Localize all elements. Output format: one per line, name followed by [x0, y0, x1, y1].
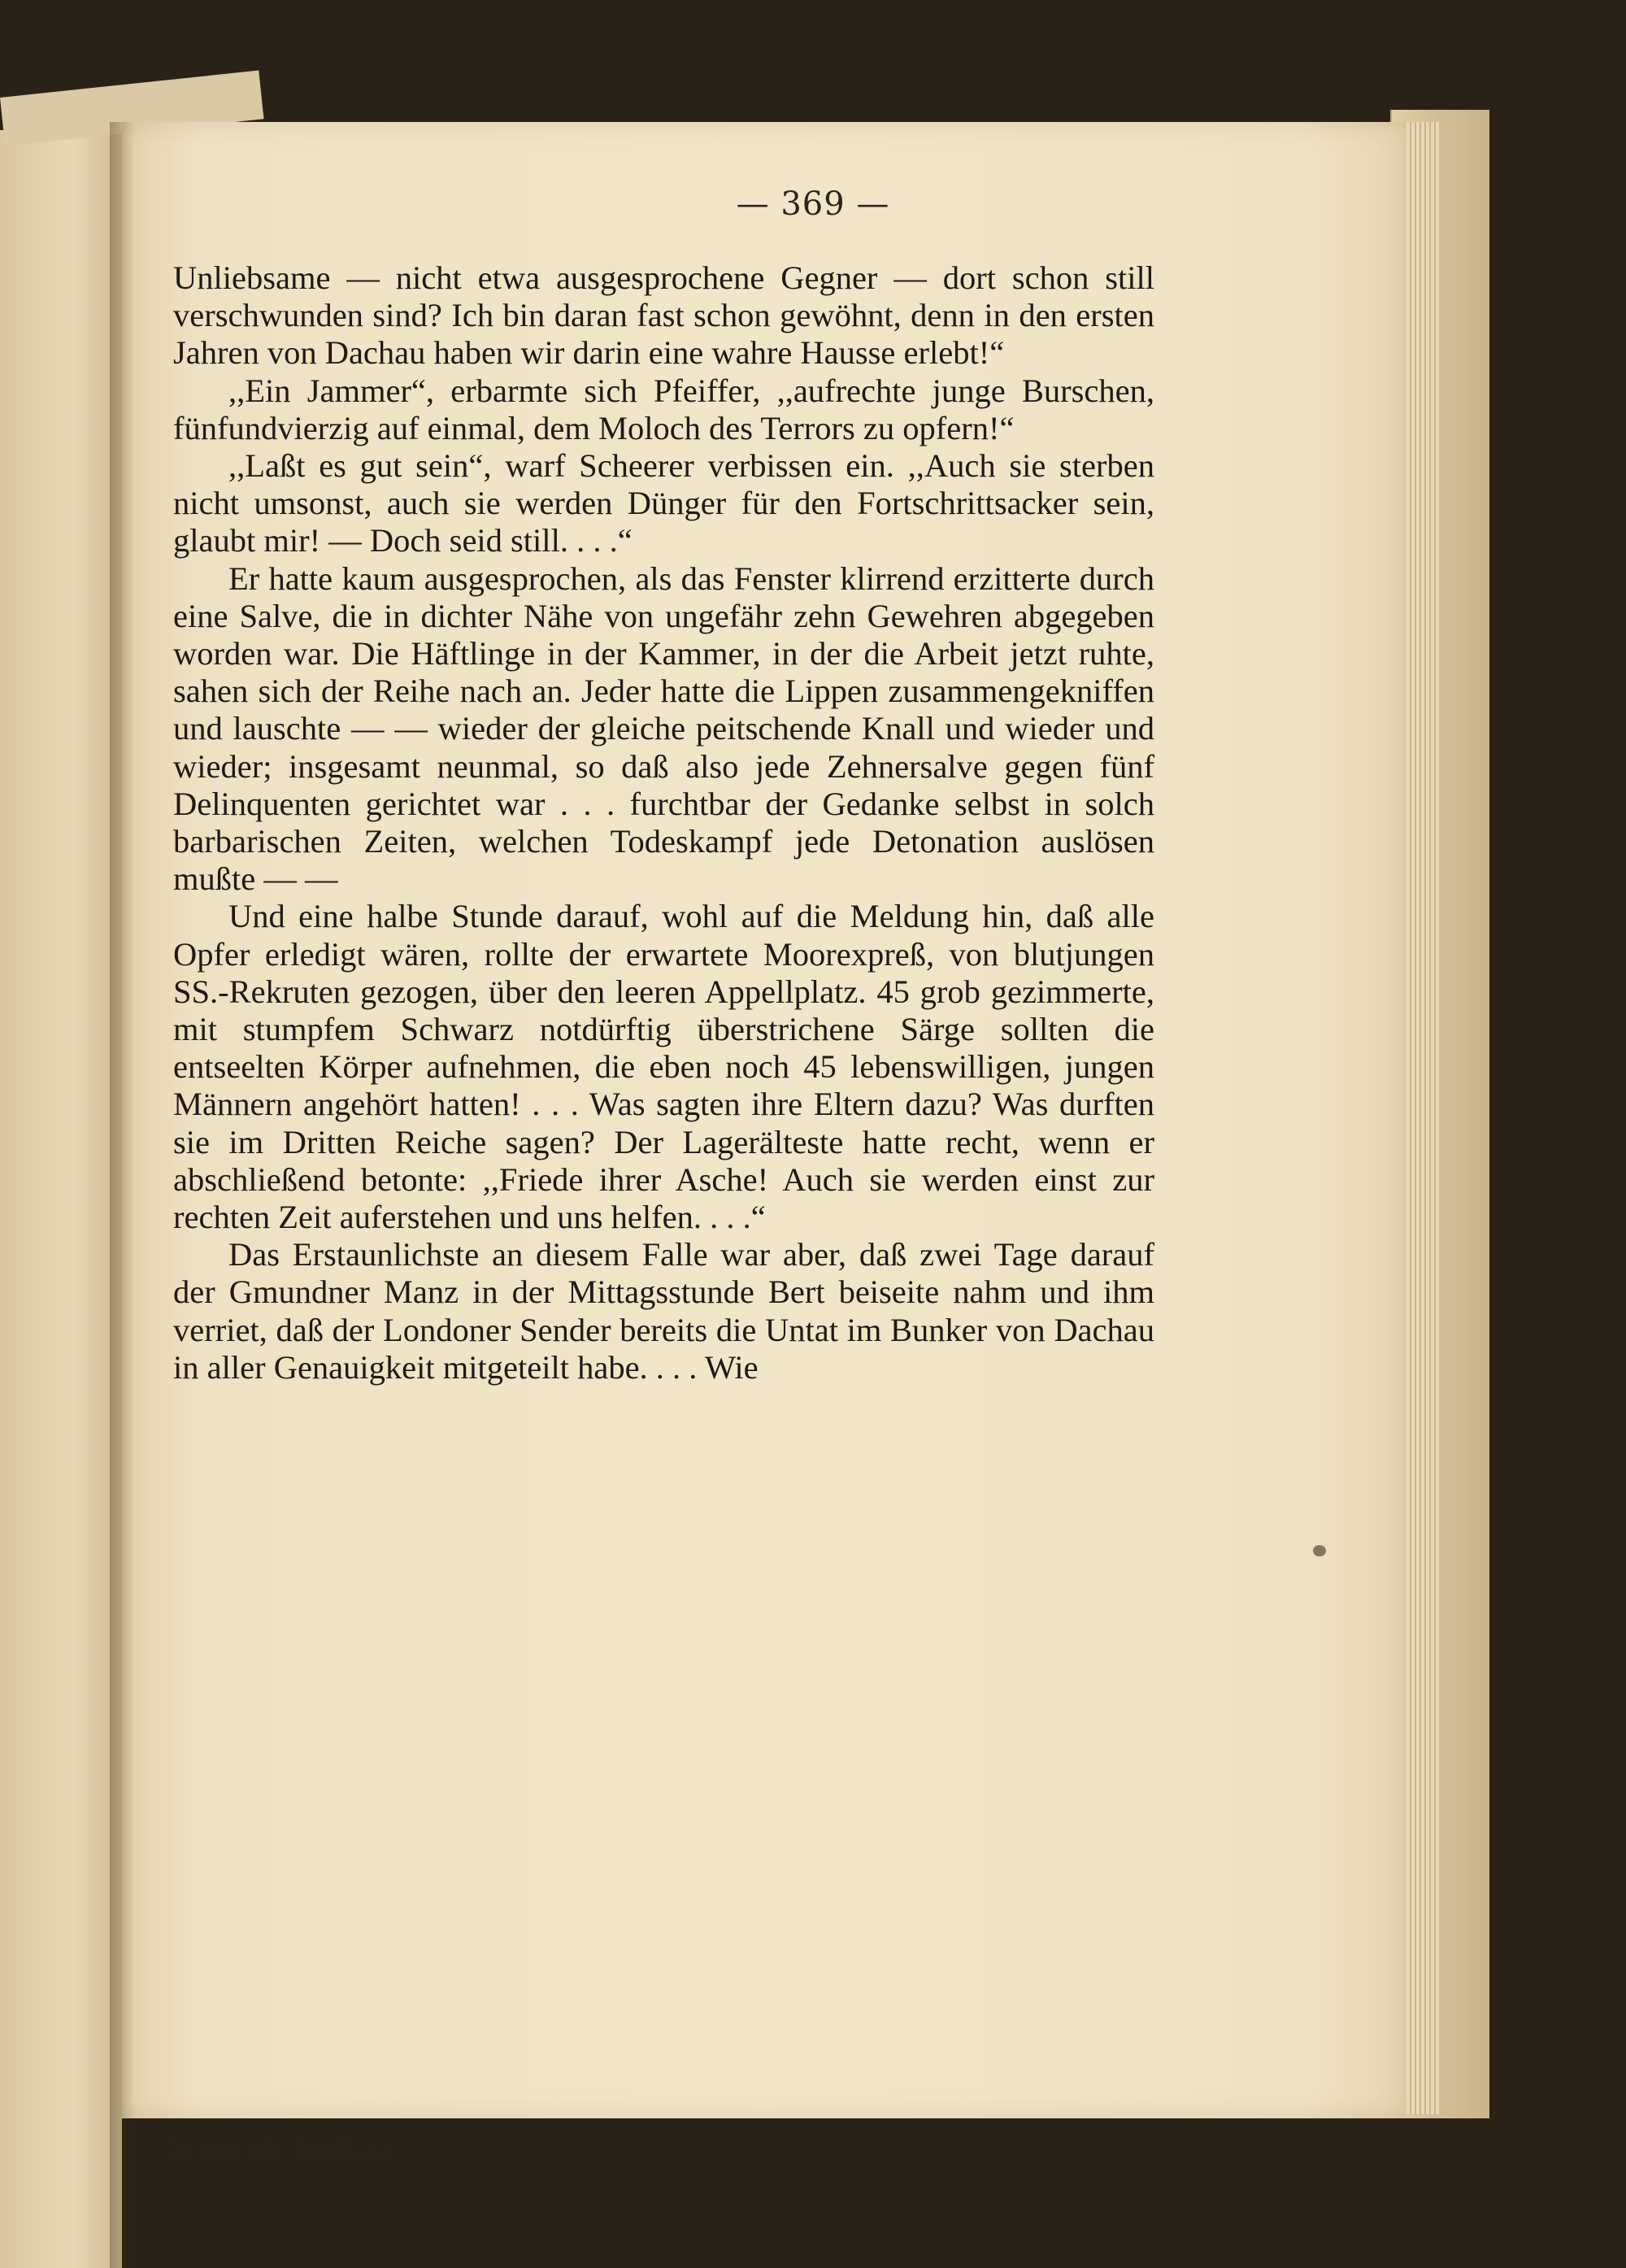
- paragraph-3: ,,Laßt es gut sein“, warf Scheerer verbissen ein. ,,Auch sie sterben nicht umsonst, auch sie werden Dünger für den Fortschrittsacker sein, glaubt mir! — Doch seid still. . . .“: [173, 447, 1154, 559]
- signature-text: Conrady, Amokläufer.: [206, 2139, 402, 2162]
- paragraph-4: Er hatte kaum ausgesprochen, als das Fenster klirrend erzitterte durch eine Salve, die in dichter Nähe von ungefähr zehn Gewehren abgegeben worden war. Die Häftlinge in der Kammer, in der die Arbeit jetzt ruhte, sahen sich der Reihe nach an. Jeder hatte die Lippen zusammengekniffen und lauschte — — wieder der gleiche peitschende Knall und wieder und wieder; insgesamt neunmal, so daß also jede Zehnersalve gegen fünf Delinquenten gerichtet war . . . furchtbar der Gedanke selbst in solch barbarischen Zeiten, welchen Todeskampf jede Detonation auslösen mußte — —: [173, 559, 1154, 898]
- left-page-edge: [0, 130, 122, 2268]
- paragraph-6: Das Erstaunlichste an diesem Falle war aber, daß zwei Tage darauf der Gmundner Manz in der Mittagsstunde Bert beiseite nahm und ihm verriet, daß der Londoner Sender bereits die Untat im Bunker von Dachau in aller Genauigkeit mitgeteilt habe. . . . Wie: [173, 1236, 1154, 1386]
- paragraph-2: ,,Ein Jammer“, erbarmte sich Pfeiffer, ,,aufrechte junge Burschen, fünfundvierzig auf einmal, dem Moloch des Terrors zu opfern!“: [173, 372, 1154, 446]
- signature-number: 24: [171, 2139, 193, 2162]
- printer-signature: [171, 2139, 401, 2163]
- gutter-shadow: [110, 122, 134, 2268]
- page-stack: [1406, 122, 1439, 2114]
- paragraph-1: Unliebsame — nicht etwa ausgesprochene Gegner — dort schon still verschwunden sind? Ich bin daran fast schon gewöhnt, denn in den ersten Jahren von Dachau haben wir darin eine wahre Hausse erlebt!“: [173, 259, 1154, 372]
- page-number: — 369 —: [736, 185, 890, 223]
- ink-speck: [1313, 1545, 1326, 1556]
- body-text: [173, 259, 1154, 1386]
- paragraph-5: Und eine halbe Stunde darauf, wohl auf die Meldung hin, daß alle Opfer erledigt wären, rollte der erwartete Moorexpreß, von blutjungen SS.-Rekruten gezogen, über den leeren Appellplatz. 45 grob gezimmerte, mit stumpfem Schwarz notdürftig überstrichene Särge sollten die entseelten Körper aufnehmen, die eben noch 45 lebenswilligen, jungen Männern angehört hatten! . . . Was sagten ihre Eltern dazu? Was durften sie im Dritten Reiche sagen? Der Lagerälteste hatte recht, wenn er abschließend betonte: ,,Friede ihrer Asche! Auch sie werden einst zur rechten Zeit auferstehen und uns helfen. . . .“: [173, 898, 1154, 1236]
